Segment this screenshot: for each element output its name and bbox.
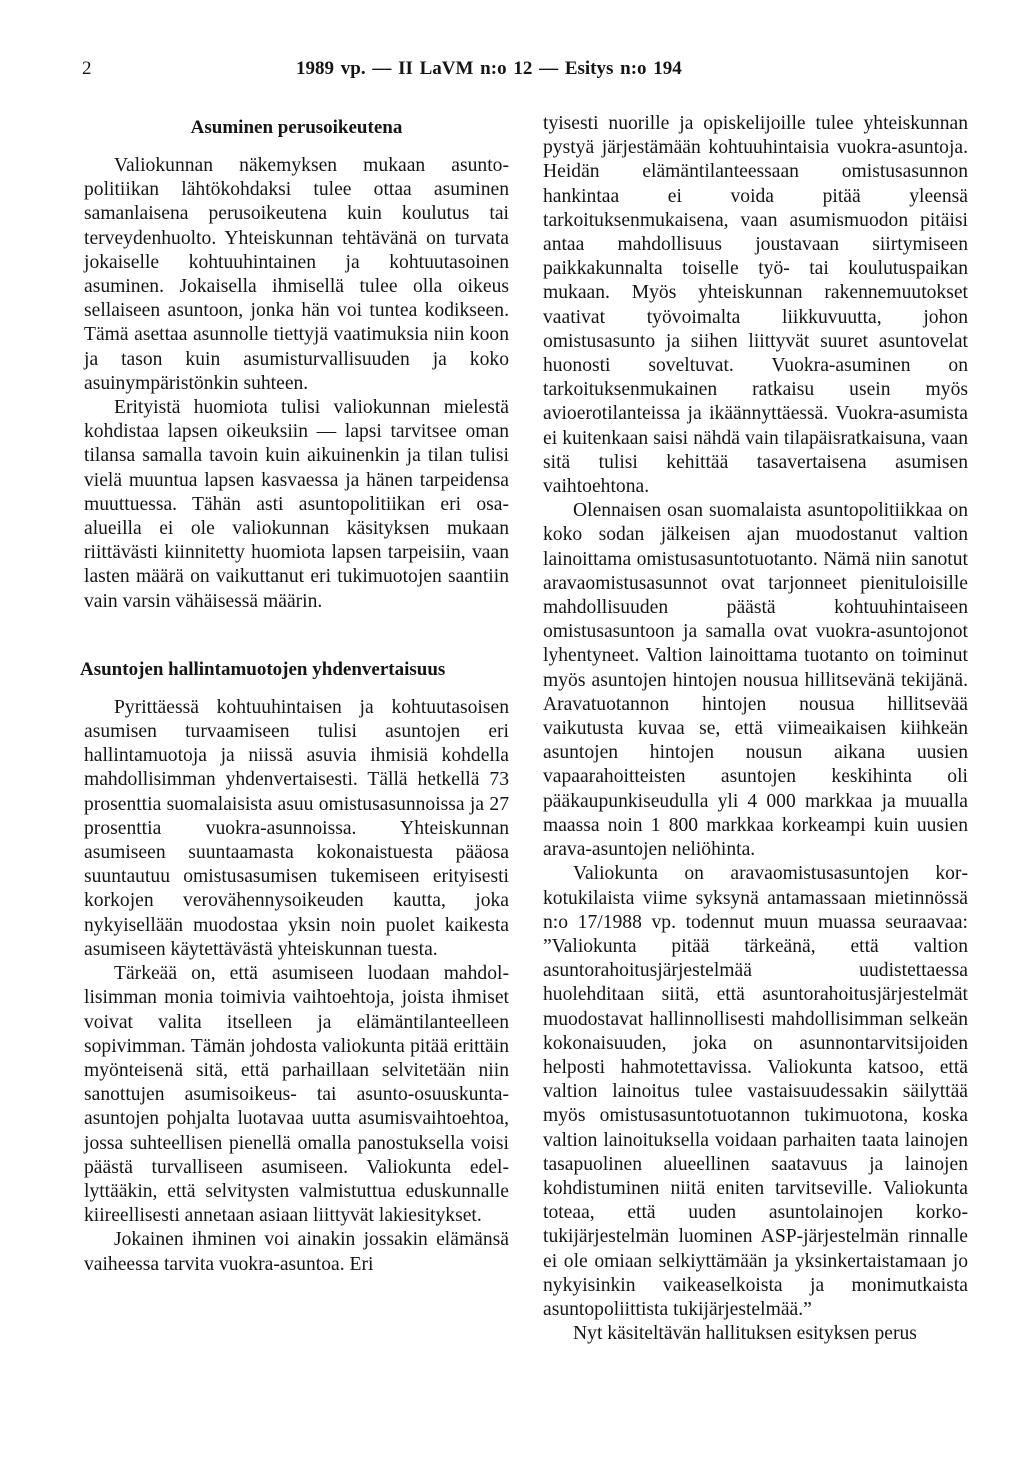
right-column (543, 112, 968, 1346)
left-column (80, 112, 509, 1277)
paragraph: Pyrittäessä kohtuuhintaisen ja kohtuutasoisen asumisen turvaamiseen tulisi asuntojen eri hallintamuotoja ja niissä asuvia ihmisiä kohdella mahdollisimman yhdenvertaisesti. Tällä hetkellä 73 prosenttia suomalaisista asuu omistusasunnoissa ja 27 prosenttia vuokra-asunnoissa. Yhteiskunnan asumiseen suuntaamasta kokonaistuesta pääosa suuntautuu omistusasumisen tukemiseen erityisesti korkojen verovähennysoikeuden kautta, joka nykyisellään muodostaa yksin noin puolet kaikesta asumiseen käytettävästä yhteiskunnan tuesta. (84, 696, 509, 960)
paragraph: Valiokunnan näkemyksen mukaan asuntopolitiikan lähtökohdaksi tulee ottaa asuminen samanlaisena perusoikeutena kuin koulutus tai terveydenhuolto. Yhteiskunnan tehtävänä on turvata jokaiselle kohtuuhintainen ja kohtuutasoinen asuminen. Jokaisella ihmisellä tulee olla oikeus sellaiseen asuntoon, jonka hän voi tuntea kodikseen. Tämä asettaa asunnolle tiettyjä vaatimuksia niin koon ja tason kuin asumisturvallisuuden ja koko asuinympäristönkin suhteen. (84, 155, 509, 394)
paragraph: Jokainen ihminen voi ainakin jossakin elämänsä vaiheessa tarvita vuokra-asuntoa. Eri (84, 1229, 509, 1275)
paragraph: Olennaisen osan suomalaista asuntopolitiikkaa on koko sodan jälkeisen ajan muodostanut valtion lainoittama omistusasuntotuotanto. Nämä niin sanotut aravaomistusasunnot ovat tarjonneet pienituloisille mahdollisuuden päästä kohtuuhintaiseen omistusasuntoon ja samalla ovat vuokra-asuntojonot lyhentyneet. Valtion lainoittama tuotanto on toiminut myös asuntojen hintojen nousua hillitsevänä tekijänä. Aravatuotannon hintojen nousua hillitsevää vaikutusta kuvaa se, että viimeaikaisen kiihkeän asuntojen hintojen nousun aikana uusien vapaarahoitteisten asuntojen keskihinta oli pääkaupunkiseudulla yli 4 000 markkaa ja muualla maassa noin 1 800 markkaa korkeampi kuin uusien arava-asuntojen neliöhinta. (543, 500, 968, 861)
section-heading-asuminen-perusoikeutena: Asuminen perusoikeutena (190, 117, 403, 138)
section-heading-hallintamuotojen-yhdenvertaisuus: Asuntojen hallintamuotojen yhdenvertaisuus (80, 658, 446, 680)
paragraph: Tärkeää on, että asumiseen luodaan mahdollisimman monia toimivia vaihtoehtoja, joista ihmiset voivat valita itselleen ja elämäntilanteelleen sopivimman. Tämän johdosta valiokunta pitää erittäin myönteisenä sitä, että parhaillaan selvitetään niin sanottujen asumisoikeus- tai asunto-osuuskunta-asuntojen pohjalta luotavaa uutta asumisvaihtoehtoa, jossa suhteellisen pienellä omalla panostuksella voisi päästä turvalliseen asumiseen. Valiokunta edellyttääkin, että selvitysten valmistuttua eduskunnalle kiireellisesti annetaan asiaan liittyvät lakiesitykset. (84, 963, 509, 1227)
page-number: 2 (82, 58, 92, 79)
running-title: 1989 vp. — II LaVM n:o 12 — Esitys n:o 194 (296, 58, 682, 79)
paragraph: Erityistä huomiota tulisi valiokunnan mielestä kohdistaa lapsen oikeuksiin — lapsi tarvitsee oman tilansa samalla tavoin kuin aikuinenkin ja tilan tulisi vielä muuntua lapsen kasvaessa ja hänen tarpeidensa muuttuessa. Tähän asti asuntopolitiikan eri osa-alueilla ei ole valiokunnan käsityksen mukaan riittävästi kiinnitetty huomiota lapsen tarpeisiin, vaan lasten määrä on vaikuttanut eri tukimuotojen saantiin vain varsin vähäisessä määrin. (84, 397, 509, 612)
paragraph: tyisesti nuorille ja opiskelijoille tulee yhteiskunnan pystyä järjestämään kohtuuhintaisia vuokra-asuntoja. Heidän elämäntilanteessaan omistusasunnon hankintaa ei voida pitää yleensä tarkoituksenmukaisena, vaan asumismuodon pitäisi antaa mahdollisuus joustavaan siirtymiseen paikkakunnalta toiselle työ- tai koulutuspaikan mukaan. Myös yhteiskunnan rakennemuutokset vaativat työvoimalta liikkuvuutta, johon omistusasunto ja siihen liittyvät suuret asuntovelat huonosti soveltuvat. Vuokra-asuminen on tarkoituksenmukainen ratkaisu usein myös avioerotilanteissa ja ikäännyttäessä. Vuokra-asumista ei kuitenkaan saisi nähdä vain tilapäisratkaisuna, vaan sitä tulisi kehittää tasavertaisena asumisen vaihtoehtona. (543, 113, 968, 498)
paragraph: Nyt käsiteltävän hallituksen esityksen perus (573, 1323, 917, 1345)
paragraph: Valiokunta on aravaomistusasuntojen korkotukilaista viime syksynä antamassaan mietinnössä n:o 17/1988 vp. todennut muun muassa seuraavaa: ”Valiokunta pitää tärkeänä, että valtion asuntorahoitusjärjestelmää uudistettaessa huolehditaan siitä, että asuntorahoitusjärjestelmät muodostavat hallinnollisesti mahdollisimman selkeän kokonaisuuden, joka on asunnontarvitsijoiden helposti hahmotettavissa. Valiokunta katsoo, että valtion lainoitus tulee vastaisuudessakin säilyttää myös omistusasuntotuotannon tukimuotona, koska valtion lainoituksella voidaan parhaiten taata lainojen tasapuolinen alueellinen saatavuus ja lainojen kohdistuminen niitä eniten tarvitseville. Valiokunta toteaa, että uuden asuntolainojen korkotukijärjestelmän luominen ASP-järjestelmän rinnalle ei ole omiaan selkiyttämään ja yksinkertaistamaan jo nykyisinkin vaikeaselkoista ja monimutkaista asuntopoliittista tukijärjestelmää.” (543, 863, 968, 1320)
page-header (0, 58, 1024, 88)
